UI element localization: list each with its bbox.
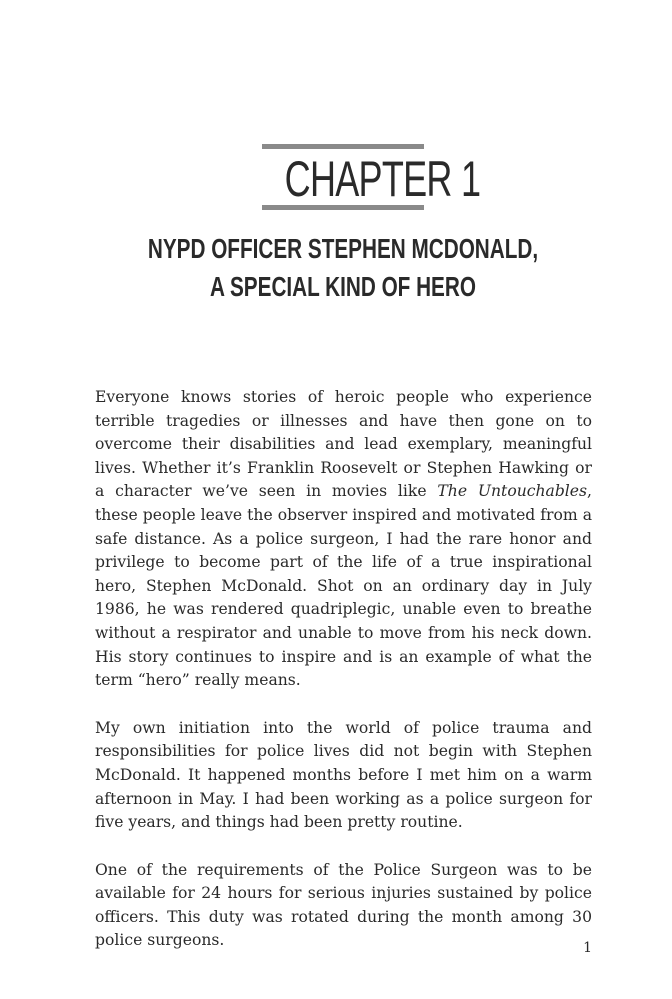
chapter-title-frame (262, 144, 481, 210)
movie-title: The Untouchables (437, 482, 588, 501)
paragraph-3: One of the requirements of the Police Surgeon was to be available for 24 hours for serious injuries sustained by police officers. This duty was rotated during the month among 30 police surgeons. (95, 860, 592, 950)
page-number: 1 (583, 940, 592, 956)
chapter-subtitle-line-1: NYPD OFFICER STEPHEN MCDONALD, (147, 233, 539, 264)
paragraph-1 (95, 386, 592, 693)
paragraph-1-end: , these people leave the observer inspired and motivated from a safe distance. As a police surgeon, I had the rare honor and privilege to become part of the life of a true inspirational hero, Stephen McDonald. Shot on an ordinary day in July 1986, he was rendered quadriplegic, unable even to breathe without a respirator and unable to move from his neck down. His story continues to inspire and is an example of what the term “hero” really means. (95, 482, 592, 690)
body-text (95, 386, 592, 977)
chapter-heading (0, 144, 672, 210)
chapter-subtitle-line-2: A SPECIAL KIND OF HERO (210, 271, 476, 302)
paragraph-1-start: Everyone knows stories of heroic people who experience terrible tragedies or illnesses and have then gone on to overcome their disabilities and lead exemplary, meaningful lives. Whether it’s Franklin Roosevelt or Stephen Hawking or a character we’ve seen in movies like (95, 388, 592, 501)
chapter-subtitle (0, 230, 672, 306)
chapter-title: CHAPTER 1 (284, 151, 481, 207)
paragraph-2: My own initiation into the world of police trauma and responsibilities for police lives did not begin with Stephen McDonald. It happened months before I met him on a warm afternoon in May. I had been working as a police surgeon for five years, and things had been pretty routine. (95, 718, 592, 832)
